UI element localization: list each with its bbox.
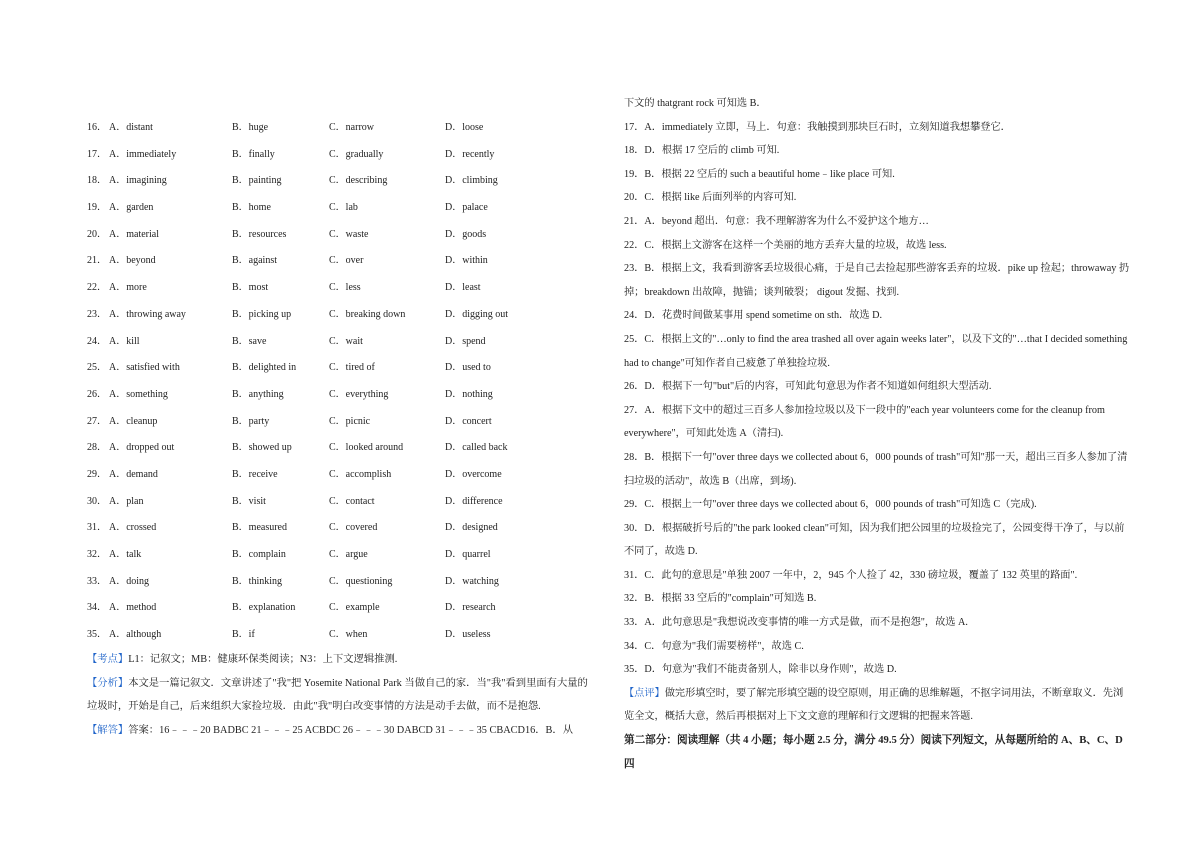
kaodian-note — [87, 648, 592, 672]
question-number: 33． — [87, 575, 107, 587]
option-b: B．complain — [232, 549, 286, 560]
option-row — [87, 278, 607, 305]
explanation-line: 25．C．根据上文的"…only to find the area trashed all over again weeks later"，以及下文的"…that I decided something had to change"可知作者自己疲惫了单独捡垃圾. — [624, 333, 1128, 369]
option-b: B．if — [232, 629, 255, 641]
option-d: D．used to — [445, 362, 491, 374]
option-b: B．most — [232, 282, 269, 294]
question-number: 27． — [87, 415, 107, 427]
explanation-line: 下文的 thatgrant rock 可知选 B． — [624, 98, 767, 109]
option-d: D．recently — [445, 148, 495, 160]
option-b: B．home — [232, 202, 271, 214]
option-a: A．garden — [109, 202, 154, 214]
option-a: A．doing — [109, 575, 149, 587]
option-b: B．resources — [232, 228, 287, 240]
option-a: A．satisfied with — [109, 362, 180, 374]
option-b: B．huge — [232, 122, 269, 133]
option-b: B．finally — [232, 148, 275, 160]
option-b: B．explanation — [232, 602, 296, 614]
option-c: C．waste — [329, 228, 369, 240]
option-a: A．more — [109, 282, 147, 294]
explanation-line: 30．D．根据破折号后的"the park looked clean"可知，因为我们把公园里的垃圾捡完了，公园变得干净了，与以前不同了，故选 D. — [624, 522, 1125, 558]
explanation-line: 29．C．根据上一句"over three days we collected about 6，000 pounds of trash"可知选 C（完成). — [624, 499, 1037, 511]
question-number: 35． — [87, 629, 107, 641]
explanation-line: 27．A．根据下文中的超过三百多人参加捡垃圾以及下一段中的"each year volunteers come for the cleanup from everywhere"，可知此处选 A（清扫). — [624, 404, 1105, 440]
fenxi-note — [87, 672, 592, 719]
option-c: C．tired of — [329, 362, 375, 374]
option-row — [87, 332, 607, 359]
option-c: C．over — [329, 255, 364, 267]
option-c: C．looked around — [329, 442, 404, 454]
option-d: D．loose — [445, 122, 484, 133]
option-d: D．designed — [445, 522, 498, 534]
question-number: 29． — [87, 468, 107, 480]
question-number: 21． — [87, 255, 107, 267]
option-c: C．argue — [329, 549, 368, 560]
option-row — [87, 465, 607, 492]
option-a: A．beyond — [109, 255, 156, 267]
option-b: B．receive — [232, 468, 278, 480]
option-c: C．less — [329, 282, 361, 294]
option-row — [87, 118, 607, 145]
option-a: A．material — [109, 228, 159, 240]
part2-heading: 第二部分：阅读理解（共 4 小题；每小题 2.5 分，满分 49.5 分）阅读下列短文，从每题所给的 A、B、C、D 四 — [624, 735, 1123, 770]
option-d: D．within — [445, 255, 488, 267]
analysis-notes — [87, 648, 592, 742]
option-d: D．watching — [445, 575, 499, 587]
option-row — [87, 225, 607, 252]
jieda-note — [87, 719, 592, 743]
option-row — [87, 572, 607, 599]
option-row — [87, 305, 607, 332]
option-row — [87, 358, 607, 385]
dianping-tag: 【点评】 — [624, 687, 665, 699]
question-number: 25． — [87, 362, 107, 374]
question-number: 26． — [87, 388, 107, 400]
option-a: A．demand — [109, 468, 158, 480]
kaodian-tag: 【考点】 — [87, 654, 129, 665]
question-number: 17． — [87, 148, 107, 160]
kaodian-text: L1：记叙文；MB：健康环保类阅读；N3：上下文逻辑推测. — [128, 654, 398, 665]
option-c: C．everything — [329, 388, 389, 400]
option-c: C．covered — [329, 522, 378, 534]
question-number: 22． — [87, 282, 107, 294]
option-d: D．research — [445, 602, 496, 614]
option-c: C．describing — [329, 175, 388, 187]
option-c: C．lab — [329, 202, 358, 214]
explanation-line: 19．B．根据 22 空后的 such a beautiful home﹣like place 可知. — [624, 168, 895, 180]
option-c: C．gradually — [329, 148, 384, 160]
explanation-line: 23．B．根据上文，我看到游客丢垃圾很心痛，于是自己去捡起那些游客丢弃的垃圾．pike up 捡起；throwaway 扔掉；breakdown 出故障，抛锚；谈判破裂； digout 发掘、找到. — [624, 263, 1130, 298]
explanation-line: 31．C．此句的意思是"单独 2007 一年中，2，945 个人捡了 42，330 磅垃圾，覆盖了 132 英里的路面". — [624, 569, 1078, 581]
option-a: A．immediately — [109, 148, 177, 160]
explanation-line: 22．C．根据上文游客在这样一个美丽的地方丢弃大量的垃圾，故选 less. — [624, 239, 947, 251]
explanation-line: 35．D．句意为"我们不能责备别人，除非以身作则"，故选 D. — [624, 664, 897, 676]
option-d: D．useless — [445, 629, 491, 641]
option-a: A．talk — [109, 549, 142, 560]
explanation-line: 26．D．根据下一句"but"后的内容，可知此句意思为作者不知道如何组织大型活动. — [624, 381, 992, 393]
option-d: D．palace — [445, 202, 488, 214]
option-b: B．picking up — [232, 308, 292, 320]
question-number: 24． — [87, 335, 107, 347]
option-d: D．least — [445, 282, 481, 294]
option-d: D．difference — [445, 495, 503, 507]
option-a: A．distant — [109, 122, 153, 133]
option-row — [87, 412, 607, 439]
explanation-line: 24．D．花费时间做某事用 spend sometime on sth．故选 D. — [624, 310, 883, 322]
dianping-note — [624, 682, 1130, 729]
option-a: A．something — [109, 388, 168, 400]
option-c: C．contact — [329, 495, 375, 507]
option-c: C．accomplish — [329, 468, 392, 480]
option-c: C．questioning — [329, 575, 393, 587]
option-a: A．dropped out — [109, 442, 175, 454]
option-c: C．wait — [329, 335, 363, 347]
explanation-line: 20．C．根据 like 后面列举的内容可知. — [624, 192, 797, 204]
explanation-line: 32．B．根据 33 空后的"complain"可知选 B. — [624, 593, 817, 605]
option-c: C．when — [329, 629, 368, 641]
explanation-line: 28．B．根据下一句"over three days we collected about 6，000 pounds of trash"可知"那一天，超出三百多人参加了清扫垃圾的活动"，故选 B（出席，到场). — [624, 451, 1128, 487]
jieda-tag: 【解答】 — [87, 724, 129, 736]
question-number: 28． — [87, 442, 107, 454]
option-d: D．overcome — [445, 468, 502, 480]
option-d: D．digging out — [445, 308, 509, 320]
option-row — [87, 492, 607, 519]
option-row — [87, 598, 607, 625]
option-d: D．nothing — [445, 388, 493, 400]
answer-explanations — [624, 92, 1130, 776]
option-b: B．showed up — [232, 442, 292, 454]
question-number: 19． — [87, 202, 107, 214]
explanation-line: 33．A．此句意思是"我想说改变事情的唯一方式是做，而不是抱怨"，故选 A. — [624, 617, 968, 629]
option-row — [87, 171, 607, 198]
option-row — [87, 198, 607, 225]
option-a: A．throwing away — [109, 308, 186, 320]
option-row — [87, 385, 607, 412]
question-number: 20． — [87, 228, 107, 240]
option-d: D．quarrel — [445, 549, 491, 560]
option-c: C．breaking down — [329, 308, 406, 320]
option-c: C．narrow — [329, 122, 374, 133]
option-a: A．kill — [109, 335, 140, 347]
question-number: 16． — [87, 122, 107, 133]
option-b: B．painting — [232, 175, 282, 187]
option-b: B．anything — [232, 388, 284, 400]
option-d: D．called back — [445, 442, 508, 454]
option-b: B．party — [232, 415, 270, 427]
question-number: 34． — [87, 602, 107, 614]
option-c: C．picnic — [329, 415, 371, 427]
option-b: B．against — [232, 255, 277, 267]
explanation-list — [624, 92, 1130, 682]
dianping-text: 做完形填空时，要了解完形填空题的设空原则，用正确的思维解题，不抠字词用法，不断章取义．先浏览全文，概括大意，然后再根据对上下文文意的理解和行文逻辑的把握来答题. — [624, 687, 1124, 723]
option-b: B．thinking — [232, 575, 283, 587]
explanation-line: 21．A．beyond 超出．句意：我不理解游客为什么不爱护这个地方… — [624, 215, 929, 227]
option-a: A．method — [109, 602, 157, 614]
option-b: B．measured — [232, 522, 287, 534]
option-a: A．plan — [109, 495, 144, 507]
options-table — [87, 118, 607, 652]
option-c: C．example — [329, 602, 380, 614]
option-row — [87, 438, 607, 465]
option-a: A．cleanup — [109, 415, 158, 427]
option-row — [87, 145, 607, 172]
fenxi-tag: 【分析】 — [87, 677, 129, 689]
explanation-line: 17．A．immediately 立即，马上．句意：我触摸到那块巨石时，立刻知道我想攀登它． — [624, 121, 1011, 133]
fenxi-text: 本文是一篇记叙文．文章讲述了"我"把 Yosemite National Park 当做自己的家．当"我"看到里面有大量的垃圾时，开始是自己，后来组织大家捡垃圾．由此"我"明白改变事情的方法是动手去做，而不是抱怨. — [87, 677, 588, 712]
option-d: D．goods — [445, 228, 487, 240]
question-number: 23． — [87, 308, 107, 320]
question-number: 31． — [87, 522, 107, 534]
explanation-line: 34．C．句意为"我们需要榜样"，故选 C. — [624, 640, 804, 652]
question-number: 18． — [87, 175, 107, 187]
option-b: B．visit — [232, 495, 266, 507]
option-b: B．save — [232, 335, 267, 347]
option-row — [87, 518, 607, 545]
option-a: A．although — [109, 629, 162, 641]
option-d: D．concert — [445, 415, 492, 427]
question-number: 30． — [87, 495, 107, 507]
option-a: A．imagining — [109, 175, 167, 187]
explanation-line: 18．D．根据 17 空后的 climb 可知. — [624, 145, 780, 157]
option-row — [87, 251, 607, 278]
option-d: D．spend — [445, 335, 486, 347]
option-row — [87, 545, 607, 572]
option-a: A．crossed — [109, 522, 157, 534]
question-number: 32． — [87, 549, 107, 560]
jieda-text: 答案：16﹣﹣﹣20 BADBC 21﹣﹣﹣25 ACBDC 26﹣﹣﹣30 DABCD 31﹣﹣﹣35 CBACD16．B．从 — [128, 724, 573, 736]
option-b: B．delighted in — [232, 362, 297, 374]
option-d: D．climbing — [445, 175, 498, 187]
